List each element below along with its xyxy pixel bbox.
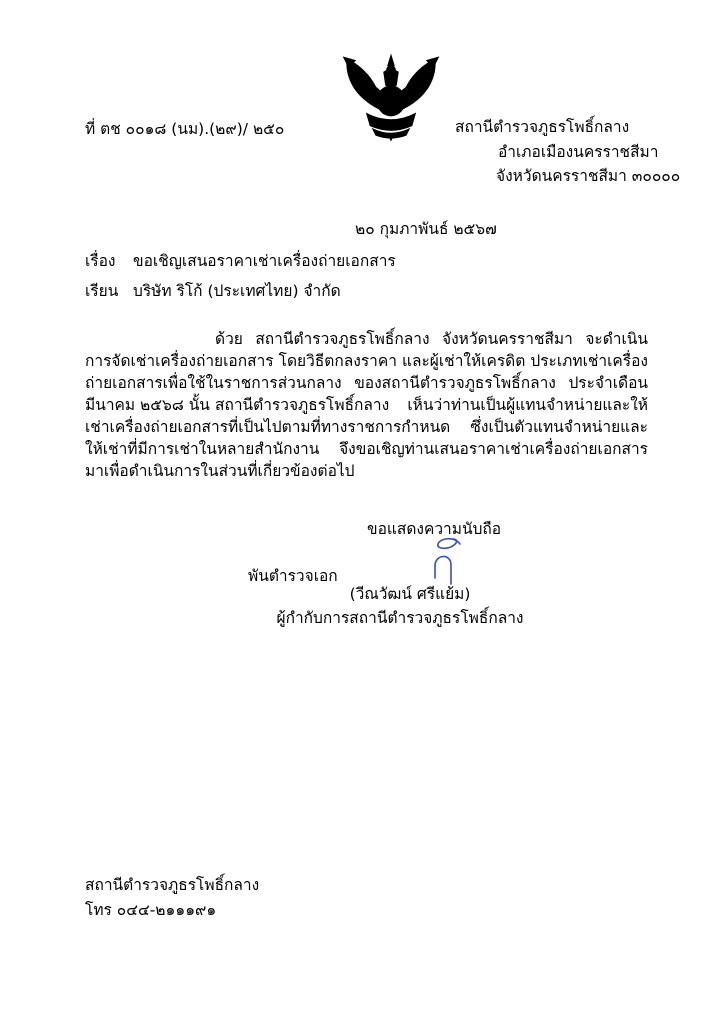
- sender-district: อำเภอเมืองนครราชสีมา: [498, 143, 659, 161]
- subject-text: ขอเชิญเสนอราคาเช่าเครื่องถ่ายเอกสาร: [133, 252, 396, 270]
- reference-number: ที่ ตช ๐๐๑๘ (นม).(๒๙)/ ๒๕๐: [85, 120, 285, 138]
- recipient-text: บริษัท ริโก้ (ประเทศไทย) จำกัด: [133, 282, 341, 300]
- body-paragraph-1: ด้วย สถานีตำรวจภูธรโพธิ์กลาง จังหวัดนครราชสีมา จะดำเนินการจัดเช่าเครื่องถ่ายเอกสาร โดยวิธีตกลงราคา และผู้เช่าให้เครดิต ประเภทเช่าเครื่องถ่ายเอกสารเพื่อใช้ในราชการส่วนกลาง ของสถานีตำรวจภูธรโพธิ์กลาง ประจำเดือน มีนาคม ๒๕๖๘ นั้น: [85, 330, 648, 414]
- closing-phrase: ขอแสดงความนับถือ: [367, 520, 502, 538]
- subject-label: เรื่อง: [85, 252, 116, 270]
- recipient-label: เรียน: [85, 282, 119, 300]
- letter-date: ๒๐ กุมภาพันธ์ ๒๕๖๗: [355, 220, 497, 238]
- signatory-name: (วีณวัฒน์ ศรีแย้ม): [349, 585, 471, 603]
- garuda-emblem-icon: [333, 52, 449, 142]
- signature-mark: [424, 534, 466, 588]
- sender-station: สถานีตำรวจภูธรโพธิ์กลาง: [455, 118, 630, 136]
- body-paragraph-2: สถานีตำรวจภูธรโพธิ์กลาง เห็นว่าท่านเป็นผู้แทนจำหน่ายและให้เช่าเครื่องถ่ายเอกสารที่เป็นไปตามที่ทางราชการกำหนด ซึ่งเป็นตัวแทนจำหน่ายและให้เช่าที่มีการเช่าในหลายสำนักงาน จึงขอเชิญท่านเสนอราคาเช่าเครื่องถ่ายเอกสาร มาเพื่อดำเนินการในส่วนที่เกี่ยวข้องต่อไป: [85, 396, 648, 480]
- footer-organization: สถานีตำรวจภูธรโพธิ์กลาง: [85, 876, 260, 894]
- signatory-rank: พันตำรวจเอก: [248, 567, 338, 585]
- signatory-position: ผู้กำกับการสถานีตำรวจภูธรโพธิ์กลาง: [276, 609, 524, 627]
- sender-province: จังหวัดนครราชสีมา ๓๐๐๐๐: [496, 167, 681, 185]
- footer-phone: โทร ๐๔๔-๒๑๑๑๙๑: [85, 901, 217, 919]
